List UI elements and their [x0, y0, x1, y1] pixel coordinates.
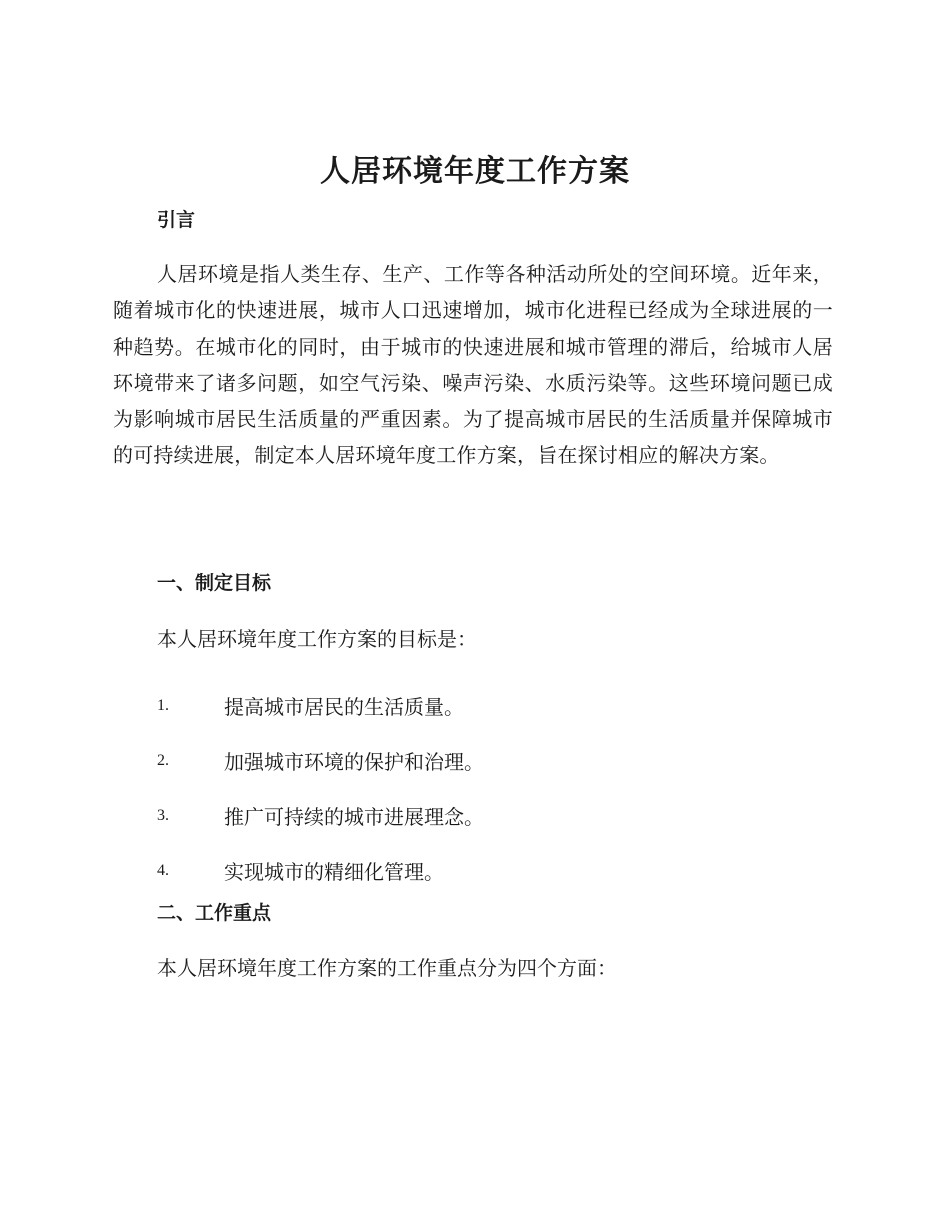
list-item-number: 4.: [157, 861, 169, 879]
list-item-number: 2.: [157, 751, 169, 769]
section-heading-intro: 引言: [157, 209, 196, 231]
list-item: [157, 733, 857, 788]
document-title: 人居环境年度工作方案: [320, 154, 630, 189]
list-item-number: 1.: [157, 696, 169, 714]
focus-intro-text: 本人居环境年度工作方案的工作重点分为四个方面：: [157, 956, 617, 980]
list-item: [157, 843, 857, 898]
list-item-number: 3.: [157, 806, 169, 824]
list-item-text: 推广可持续的城市进展理念。: [224, 805, 484, 829]
list-item-text: 加强城市环境的保护和治理。: [224, 750, 484, 774]
list-item: [157, 678, 857, 733]
list-item: [157, 788, 857, 843]
section-heading-focus: 二、工作重点: [157, 902, 272, 924]
intro-paragraph: 人居环境是指人类生存、生产、工作等各种活动所处的空间环境。近年来，随着城市化的快速进展，城市人口迅速增加，城市化进程已经成为全球进展的一种趋势。在城市化的同时，由于城市的快速进展和城市管理的滞后，给城市人居环境带来了诸多问题，如空气污染、噪声污染、水质污染等。这些环境问题已成为影响城市居民生活质量的严重因素。为了提高城市居民的生活质量并保障城市的可持续进展，制定本人居环境年度工作方案，旨在探讨相应的解决方案。: [113, 262, 833, 468]
goals-list: [157, 678, 857, 898]
list-item-text: 实现城市的精细化管理。: [224, 860, 444, 884]
section-heading-goals: 一、制定目标: [157, 572, 272, 594]
goals-intro-text: 本人居环境年度工作方案的目标是：: [157, 627, 477, 651]
list-item-text: 提高城市居民的生活质量。: [224, 695, 464, 719]
